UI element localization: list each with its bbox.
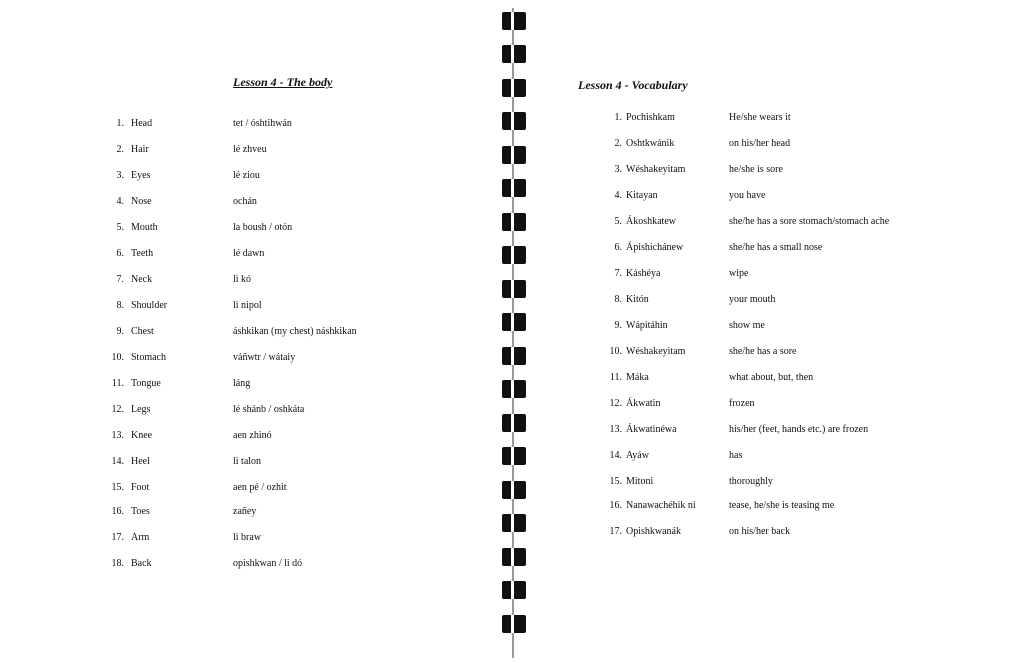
item-term: Oshtkwánik	[626, 138, 675, 149]
item-translation: opishkwan / li dó	[233, 558, 303, 569]
binding-coil	[502, 213, 526, 231]
item-number: 9.	[614, 320, 622, 331]
item-term: Teeth	[131, 248, 154, 259]
item-number: 6.	[116, 248, 124, 259]
item-term: Toes	[131, 506, 150, 517]
item-term: Chest	[131, 326, 154, 337]
binding-coil	[502, 146, 526, 164]
binding-coil	[502, 514, 526, 532]
item-term: Mitoni	[626, 476, 654, 487]
item-term: Tongue	[131, 378, 161, 389]
item-number: 7.	[614, 268, 622, 279]
page-title: Lesson 4 - The body	[233, 75, 333, 89]
item-term: Back	[131, 558, 152, 569]
left-page	[0, 0, 500, 663]
binding-coil	[502, 313, 526, 331]
item-number: 12.	[609, 398, 622, 409]
item-number: 16.	[111, 506, 124, 517]
right-page	[530, 0, 1024, 663]
item-number: 9.	[116, 326, 124, 337]
item-translation: frozen	[729, 398, 755, 409]
item-number: 15.	[111, 482, 124, 493]
item-term: Hair	[131, 144, 149, 155]
binding-coil	[502, 615, 526, 633]
item-term: Opishkwanák	[626, 526, 681, 537]
item-term: Shoulder	[131, 300, 168, 311]
item-translation: ochán	[233, 196, 257, 207]
item-number: 10.	[609, 346, 622, 357]
item-term: Máka	[626, 372, 649, 383]
item-number: 8.	[116, 300, 124, 311]
item-translation: on his/her head	[729, 138, 791, 149]
item-term: Ákoshkatew	[626, 216, 676, 227]
item-translation: she/he has a sore stomach/stomach ache	[729, 216, 890, 227]
binding-coil	[502, 45, 526, 63]
item-number: 7.	[116, 274, 124, 285]
item-term: Ápishichánew	[626, 242, 684, 253]
item-term: Ákwatin	[626, 398, 661, 409]
item-term: Head	[131, 118, 153, 129]
item-number: 2.	[614, 138, 622, 149]
binding-coil	[502, 548, 526, 566]
item-term: Legs	[131, 404, 151, 415]
item-translation: on his/her back	[729, 526, 791, 537]
item-number: 14.	[111, 456, 124, 467]
binding-coil	[502, 347, 526, 365]
item-translation: aen pé / ozhit	[233, 482, 287, 493]
item-translation: he/she is sore	[729, 164, 783, 175]
item-translation: your mouth	[729, 294, 776, 305]
item-translation: show me	[729, 320, 765, 331]
item-term: Foot	[131, 482, 150, 493]
item-number: 17.	[111, 532, 124, 543]
item-translation: thoroughly	[729, 476, 773, 487]
item-term: Heel	[131, 456, 150, 467]
binding-coil	[502, 581, 526, 599]
item-term: Kitayan	[626, 190, 658, 201]
item-number: 13.	[111, 430, 124, 441]
item-number: 8.	[614, 294, 622, 305]
binding-coil	[502, 280, 526, 298]
item-number: 14.	[609, 450, 622, 461]
item-translation: láng	[233, 378, 251, 389]
item-number: 6.	[614, 242, 622, 253]
item-translation: lé dawn	[233, 248, 265, 259]
item-translation: li kó	[233, 274, 252, 285]
binding-coil	[502, 79, 526, 97]
binding-coil	[502, 414, 526, 432]
item-translation: la boush / otón	[233, 222, 293, 233]
item-translation: lé ziou	[233, 170, 260, 181]
item-term: Neck	[131, 274, 153, 285]
item-translation: lé shánb / oshkáta	[233, 404, 305, 415]
item-term: Stomach	[131, 352, 166, 363]
item-translation: what about, but, then	[729, 372, 814, 383]
page-title: Lesson 4 - Vocabulary	[578, 78, 688, 92]
item-translation: lé zhveu	[233, 144, 267, 155]
item-number: 15.	[609, 476, 622, 487]
item-translation: his/her (feet, hands etc.) are frozen	[729, 424, 869, 435]
item-translation: tet / óshtihwán	[233, 118, 292, 129]
item-term: Knee	[131, 430, 153, 441]
item-term: Wápitáhin	[626, 320, 668, 331]
item-term: Ayáw	[626, 450, 649, 461]
item-term: Nanawachéhik ni	[626, 500, 696, 511]
item-number: 4.	[614, 190, 622, 201]
item-number: 3.	[116, 170, 124, 181]
item-term: Kitón	[626, 294, 649, 305]
item-number: 1.	[614, 112, 622, 123]
item-number: 5.	[116, 222, 124, 233]
item-term: Arm	[131, 532, 150, 543]
item-term: Wéshakeyitam	[626, 346, 686, 357]
item-number: 5.	[614, 216, 622, 227]
item-translation: li braw	[233, 532, 262, 543]
item-number: 2.	[116, 144, 124, 155]
item-term: Ákwatinéwa	[626, 424, 677, 435]
item-number: 16.	[609, 500, 622, 511]
binding-coil	[502, 179, 526, 197]
item-term: Pochishkam	[626, 112, 675, 123]
item-term: Wéshakeyitam	[626, 164, 686, 175]
item-number: 11.	[111, 378, 124, 389]
item-translation: li talon	[233, 456, 262, 467]
item-term: Eyes	[131, 170, 151, 181]
binding-coil	[502, 12, 526, 30]
item-translation: váñwtr / wátaiy	[233, 352, 296, 363]
item-translation: He/she wears it	[729, 112, 791, 123]
item-term: Káshéya	[626, 268, 661, 279]
item-number: 10.	[111, 352, 124, 363]
binding-coil	[502, 380, 526, 398]
binding-coil	[502, 246, 526, 264]
item-number: 11.	[609, 372, 622, 383]
item-number: 12.	[111, 404, 124, 415]
binding-coil	[502, 447, 526, 465]
binding-coil	[502, 112, 526, 130]
item-translation: wipe	[729, 268, 749, 279]
item-translation: aen zhinó	[233, 430, 272, 441]
item-translation: zañey	[233, 506, 257, 517]
item-translation: li nipol	[233, 300, 262, 311]
item-translation: she/he has a sore	[729, 346, 797, 357]
item-translation: you have	[729, 190, 766, 201]
item-number: 4.	[116, 196, 124, 207]
item-number: 17.	[609, 526, 622, 537]
item-number: 18.	[111, 558, 124, 569]
item-number: 13.	[609, 424, 622, 435]
item-translation: she/he has a small nose	[729, 242, 823, 253]
binding-coil	[502, 481, 526, 499]
item-translation: has	[729, 450, 743, 461]
item-number: 1.	[116, 118, 124, 129]
spiral-binding	[498, 0, 530, 663]
item-term: Mouth	[131, 222, 158, 233]
item-translation: áshkikan (my chest) náshkikan	[233, 326, 357, 337]
item-term: Nose	[131, 196, 152, 207]
item-translation: tease, he/she is teasing me	[729, 500, 835, 511]
item-number: 3.	[614, 164, 622, 175]
